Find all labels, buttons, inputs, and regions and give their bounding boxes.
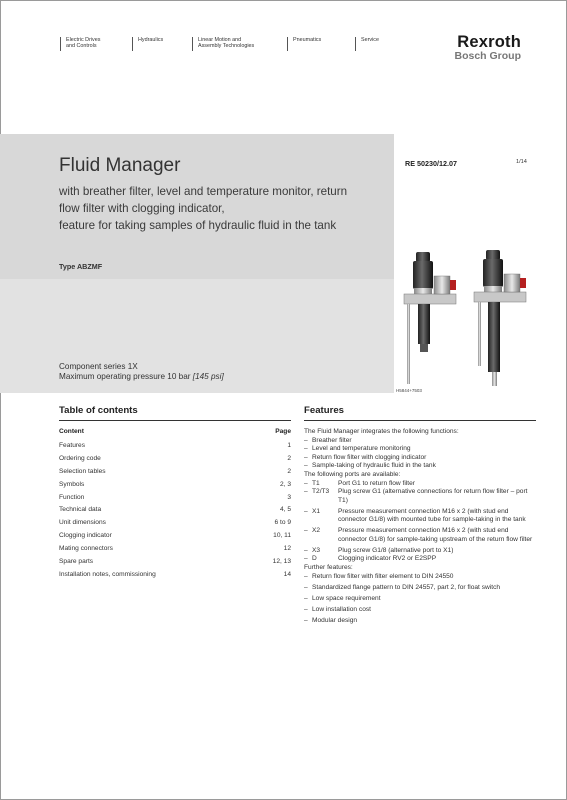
product-photo [394, 244, 533, 396]
toc-row[interactable] [59, 543, 291, 556]
toc-row[interactable] [59, 556, 291, 569]
toc-label: Spare parts [59, 558, 94, 566]
toc-label: Clogging indicator [59, 532, 112, 540]
toc-label: Unit dimensions [59, 519, 106, 527]
port-text: Port G1 to return flow filter [338, 479, 415, 487]
toc-label: Selection tables [59, 467, 106, 475]
port-text: Pressure measurement connection M16 x 2 (with stud end connector G1/8) with mounted tube for sample-taking in the tank [338, 507, 526, 524]
toc-label: Mating connectors [59, 545, 113, 553]
page-number: 1/14 [516, 159, 527, 165]
toc-page: 2, 3 [280, 480, 291, 488]
table-of-contents [59, 428, 291, 582]
toc-page: 2 [287, 467, 291, 475]
further-item: – Low installation cost [304, 606, 536, 615]
nav-hydraulics[interactable]: Hydraulics [132, 37, 192, 57]
ports-intro: The following ports are available: [304, 470, 401, 478]
further-text: Modular design [312, 616, 358, 624]
further-text: Low installation cost [312, 605, 372, 613]
toc-page: 12 [283, 545, 291, 553]
port-item: – T2/T3 Plug screw G1 (alternative connections for return flow filter – port T1) [304, 488, 536, 505]
toc-col-content: Content [59, 428, 84, 435]
toc-page: 4, 5 [280, 506, 291, 514]
further-text: Return flow filter with filter element to DIN 24550 [312, 572, 454, 580]
further-intro: Further features: [304, 564, 353, 572]
toc-label: Installation notes, commissioning [59, 570, 156, 578]
toc-label: Symbols [59, 480, 85, 488]
subtitle-line: with breather filter, level and temperature monitor, return [59, 185, 348, 198]
toc-page: 6 to 9 [274, 519, 291, 527]
brand-subtitle: Bosch Group [454, 50, 521, 62]
toc-row[interactable] [59, 504, 291, 517]
toc-page: 10, 11 [273, 532, 291, 540]
toc-page: 1 [287, 442, 291, 449]
document-number: RE 50230/12.07 [405, 159, 457, 168]
further-item: – Return flow filter with filter element to DIN 24550 [304, 573, 536, 582]
function-text: Breather filter [312, 436, 352, 444]
port-text: Plug screw G1 (alternative connections for return flow filter – port T1) [338, 488, 528, 504]
function-text: Sample-taking of hydraulic fluid in the tank [312, 462, 436, 470]
nav-pneumatics[interactable]: Pneumatics [287, 37, 355, 57]
further-item: – Modular design [304, 617, 536, 626]
toc-row[interactable] [59, 569, 291, 582]
function-item: – Level and temperature monitoring [304, 445, 536, 454]
function-item: – Return flow filter with clogging indicator [304, 454, 536, 463]
toc-row[interactable] [59, 530, 291, 543]
toc-label: Technical data [59, 506, 102, 514]
subtitle-line: flow filter with clogging indicator, [59, 202, 225, 215]
further-item: – Low space requirement [304, 595, 536, 604]
type-label: Type ABZMF [59, 262, 103, 271]
further-text: Low space requirement [312, 594, 381, 602]
toc-page: 14 [283, 570, 291, 578]
port-text: Pressure measurement connection M16 x 2 (with stud end connector G1/8) for sample-taking upstream of the return flow filter [338, 527, 533, 543]
nav-electric-drives[interactable]: Electric Drives and Controls [60, 37, 132, 57]
toc-label: Features [59, 442, 86, 449]
function-text: Return flow filter with clogging indicator [312, 453, 427, 461]
toc-title: Table of contents [59, 405, 138, 416]
pressure-psi: [145 psi] [192, 372, 224, 381]
toc-row[interactable] [59, 453, 291, 466]
port-text: Clogging indicator RV2 or E2SPP [338, 555, 437, 563]
features-title: Features [304, 405, 344, 416]
subtitle-line: feature for taking samples of hydraulic fluid in the tank [59, 219, 337, 232]
component-series: Component series 1X [59, 362, 138, 371]
nav-service[interactable]: Service [355, 37, 411, 57]
features-section [304, 428, 536, 625]
features-divider [304, 420, 536, 421]
port-item: – X1 Pressure measurement connection M16 x 2 (with stud end connector G1/8) with mounted tube for sample-taking in the tank [304, 508, 536, 525]
features-intro: The Fluid Manager integrates the following functions: [304, 428, 459, 435]
further-item: – Standardized flange pattern to DIN 24557, part 2, for float switch [304, 584, 536, 593]
toc-label: Ordering code [59, 454, 101, 462]
port-item: – X3 Plug screw G1/8 (alternative port to X1) [304, 547, 536, 556]
port-text: Plug screw G1/8 (alternative port to X1) [338, 546, 454, 554]
port-key: T1 [312, 479, 320, 487]
top-navigation [60, 37, 411, 57]
toc-row[interactable] [59, 466, 291, 479]
fluid-manager-image [394, 244, 533, 396]
toc-page: 3 [287, 493, 291, 501]
port-item: – T1 Port G1 to return flow filter [304, 480, 536, 489]
pressure-text: Maximum operating pressure 10 bar [59, 372, 193, 381]
function-item: – Sample-taking of hydraulic fluid in the tank [304, 462, 536, 471]
port-key: T2/T3 [312, 488, 330, 496]
operating-pressure [59, 372, 224, 382]
port-item: – X2 Pressure measurement connection M16 x 2 (with stud end connector G1/8) for sample-taking upstream of the return flow filter [304, 527, 536, 544]
brand-logo [454, 34, 521, 62]
series-info [59, 362, 224, 382]
toc-row[interactable] [59, 517, 291, 530]
toc-row[interactable] [59, 492, 291, 505]
port-key: D [312, 555, 317, 563]
further-text: Standardized flange pattern to DIN 24557, part 2, for float switch [312, 583, 501, 591]
function-item: – Breather filter [304, 437, 536, 446]
toc-page: 2 [287, 454, 291, 462]
port-key: X1 [312, 507, 321, 515]
toc-header [59, 428, 291, 440]
document-subtitle [59, 183, 399, 234]
toc-col-page: Page [275, 428, 291, 435]
nav-linear-motion[interactable]: Linear Motion and Assembly Technologies [192, 37, 287, 57]
port-key: X2 [312, 527, 321, 535]
toc-row[interactable] [59, 440, 291, 453]
toc-row[interactable] [59, 479, 291, 492]
brand-name: Rexroth [457, 33, 521, 51]
document-title: Fluid Manager [59, 155, 181, 176]
port-item: – D Clogging indicator RV2 or E2SPP [304, 555, 536, 564]
toc-divider [59, 420, 291, 421]
toc-page: 12, 13 [272, 558, 291, 566]
toc-label: Function [59, 493, 85, 501]
function-text: Level and temperature monitoring [312, 445, 411, 453]
photo-code: H5844+7503 [396, 388, 422, 393]
port-key: X3 [312, 546, 321, 554]
